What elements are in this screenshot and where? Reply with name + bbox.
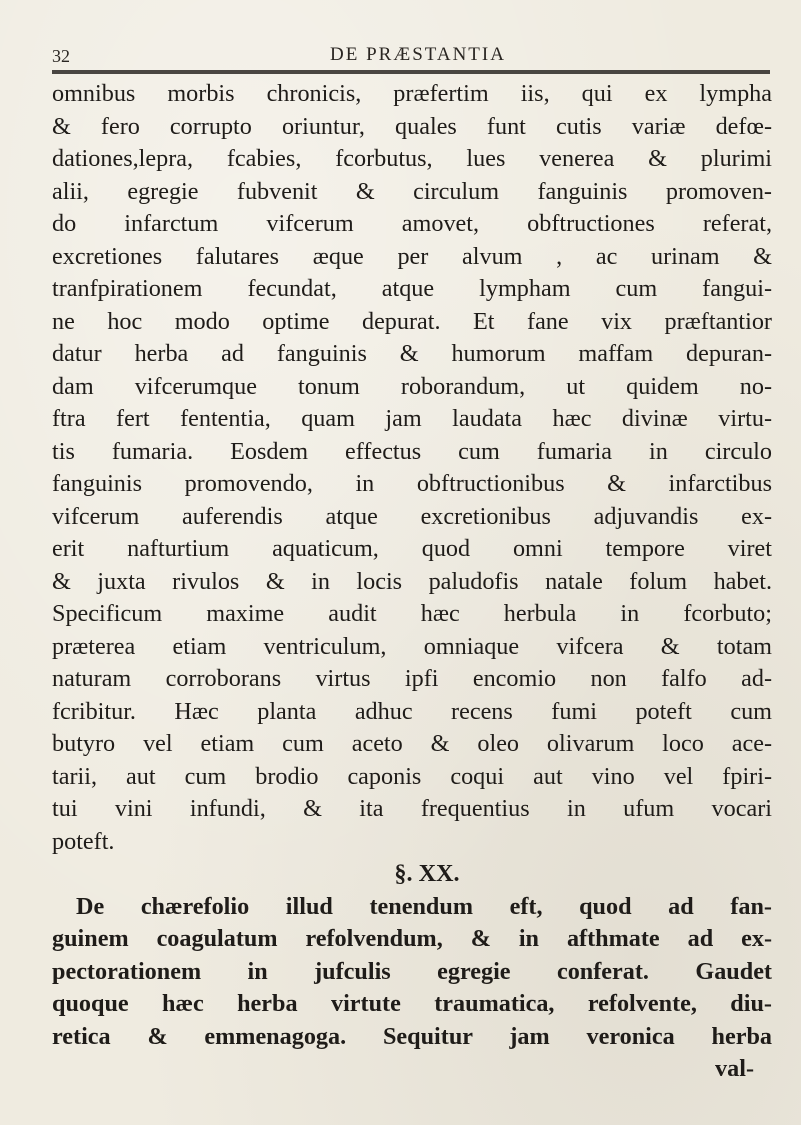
header-rule	[52, 70, 770, 74]
page-header	[50, 42, 780, 72]
text-line: & juxta rivulos & in locis paludofis natale folum habet.	[52, 567, 772, 595]
text-line: naturam corroborans virtus ipfi encomio non falfo ad-	[52, 665, 772, 692]
text-line: & fero corrupto oriuntur, quales funt cutis variæ defœ-	[52, 112, 772, 140]
text-line: alii, egregie fubvenit & circulum fanguinis promoven-	[52, 177, 772, 205]
text-line: dam vifcerumque tonum roborandum, ut quidem no-	[52, 372, 772, 400]
catchword: val-	[715, 1055, 754, 1082]
text-line: guinem coagulatum refolvendum, & in afthmate ad ex-	[52, 925, 772, 952]
text-line: tranfpirationem fecundat, atque lympham cum fangui-	[52, 275, 772, 302]
body-text	[52, 78, 772, 1086]
page-number: 32	[52, 46, 70, 66]
text-line: fanguinis promovendo, in obftructionibus & infarctibus	[52, 470, 772, 497]
text-line: excretiones falutares æque per alvum , ac urinam &	[52, 242, 772, 270]
text-line: vifcerum auferendis atque excretionibus adjuvandis ex-	[52, 502, 772, 530]
running-head: DE PRÆSTANTIA	[330, 44, 506, 65]
text-line: erit nafturtium aquaticum, quod omni tempore viret	[52, 535, 772, 562]
text-line: fcribitur. Hæc planta adhuc recens fumi poteft cum	[52, 697, 772, 725]
text-line: De chærefolio illud tenendum eft, quod ad fan-	[76, 892, 772, 920]
text-line: tui vini infundi, & ita frequentius in ufum vocari	[52, 795, 772, 822]
text-line: Specificum maxime audit hæc herbula in fcorbuto;	[52, 600, 772, 627]
text-line: retica & emmenagoga. Sequitur jam veronica herba	[52, 1022, 772, 1050]
section-heading: §. XX.	[394, 860, 460, 887]
text-line: tis fumaria. Eosdem effectus cum fumaria in circulo	[52, 437, 772, 465]
text-line: butyro vel etiam cum aceto & oleo olivarum loco ace-	[52, 730, 772, 757]
paragraph-end-line: poteft.	[52, 827, 115, 855]
section-paragraph	[52, 891, 772, 1086]
text-line: tarii, aut cum brodio caponis coqui aut vino vel fpiri-	[52, 762, 772, 790]
text-line: datur herba ad fanguinis & humorum maffam depuran-	[52, 340, 772, 367]
text-line: quoque hæc herba virtute traumatica, refolvente, diu-	[52, 990, 772, 1017]
text-line: pectorationem in jufculis egregie conferat. Gaudet	[52, 957, 772, 985]
text-line: do infarctum vifcerum amovet, obftructiones referat,	[52, 210, 772, 237]
text-line: ftra fert fententia, quam jam laudata hæc divinæ virtu-	[52, 405, 772, 432]
text-line: ne hoc modo optime depurat. Et fane vix præftantior	[52, 307, 772, 335]
text-line: omnibus morbis chronicis, præfertim iis, qui ex lympha	[52, 80, 772, 107]
text-line: præterea etiam ventriculum, omniaque vifcera & totam	[52, 632, 772, 660]
text-line: dationes,lepra, fcabies, fcorbutus, lues venerea & plurimi	[52, 145, 772, 172]
